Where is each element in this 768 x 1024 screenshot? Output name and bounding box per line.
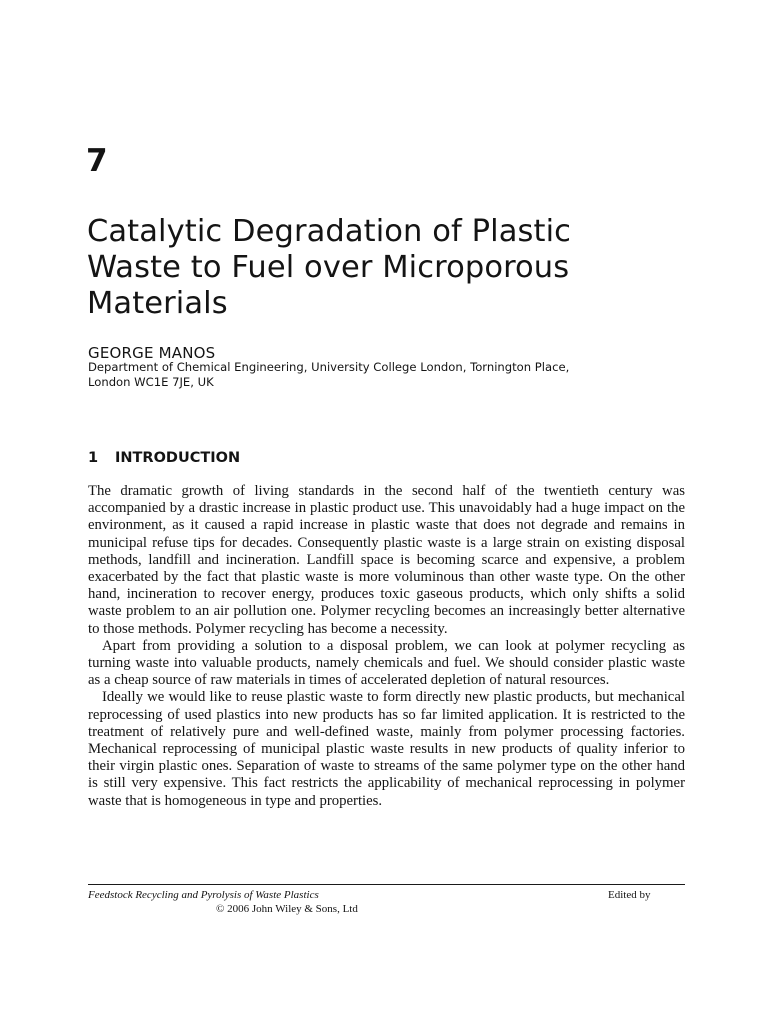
chapter-number: 7 — [86, 143, 108, 179]
footer-edited-by: Edited by — [608, 889, 651, 901]
footer-copyright: © 2006 John Wiley & Sons, Ltd — [216, 903, 358, 915]
author-affiliation — [88, 360, 688, 390]
section-title: INTRODUCTION — [115, 450, 241, 466]
section-heading — [88, 449, 240, 467]
chapter-title-line: Catalytic Degradation of Plastic — [87, 214, 572, 249]
affiliation-line: Department of Chemical Engineering, University College London, Tornington Place, — [88, 360, 570, 374]
chapter-title-line: Waste to Fuel over Microporous — [87, 250, 570, 285]
section-number: 1 — [88, 450, 99, 466]
chapter-title — [87, 214, 687, 322]
body-text — [88, 483, 685, 810]
author-name: GEORGE MANOS — [88, 344, 216, 362]
body-paragraph: Ideally we would like to reuse plastic waste to form directly new plastic products, but mechanical reprocessing of used plastics into new products has so far limited application. It is restricted to the treatment of relatively pure and well-defined waste, mainly from polymer processing factories. Mechanical reprocessing of municipal plastic waste results in new products of quality inferior to their virgin plastic ones. Separation of waste to streams of the same polymer type on the other hand is still very expensive. This fact restricts the applicability of mechanical reprocessing in polymer waste that is homogeneous in type and properties. — [88, 689, 685, 809]
body-paragraph: Apart from providing a solution to a disposal problem, we can look at polymer recycling as turning waste into valuable products, namely chemicals and fuel. We should consider plastic waste as a cheap source of raw materials in times of accelerated depletion of natural resources. — [88, 637, 685, 689]
body-paragraph: The dramatic growth of living standards in the second half of the twentieth century was accompanied by a drastic increase in plastic product use. This unavoidably had a huge impact on the environment, as it caused a rapid increase in plastic waste that does not degrade and remains in municipal refuse tips for decades. Consequently plastic waste is a large strain on existing disposal methods, landfill and incineration. Landfill space is becoming scarce and expensive, a problem exacerbated by the fact that plastic waste is more voluminous than other waste type. On the other hand, incineration to recover energy, produces toxic gaseous products, which only shifts a solid waste problem to an air pollution one. Polymer recycling becomes an increasingly better alternative to those methods. Polymer recycling has become a necessity. — [88, 483, 685, 637]
footer-divider — [88, 884, 685, 885]
affiliation-line: London WC1E 7JE, UK — [88, 375, 214, 389]
chapter-title-line: Materials — [87, 286, 228, 321]
footer-book-title: Feedstock Recycling and Pyrolysis of Waste Plastics — [88, 889, 319, 901]
